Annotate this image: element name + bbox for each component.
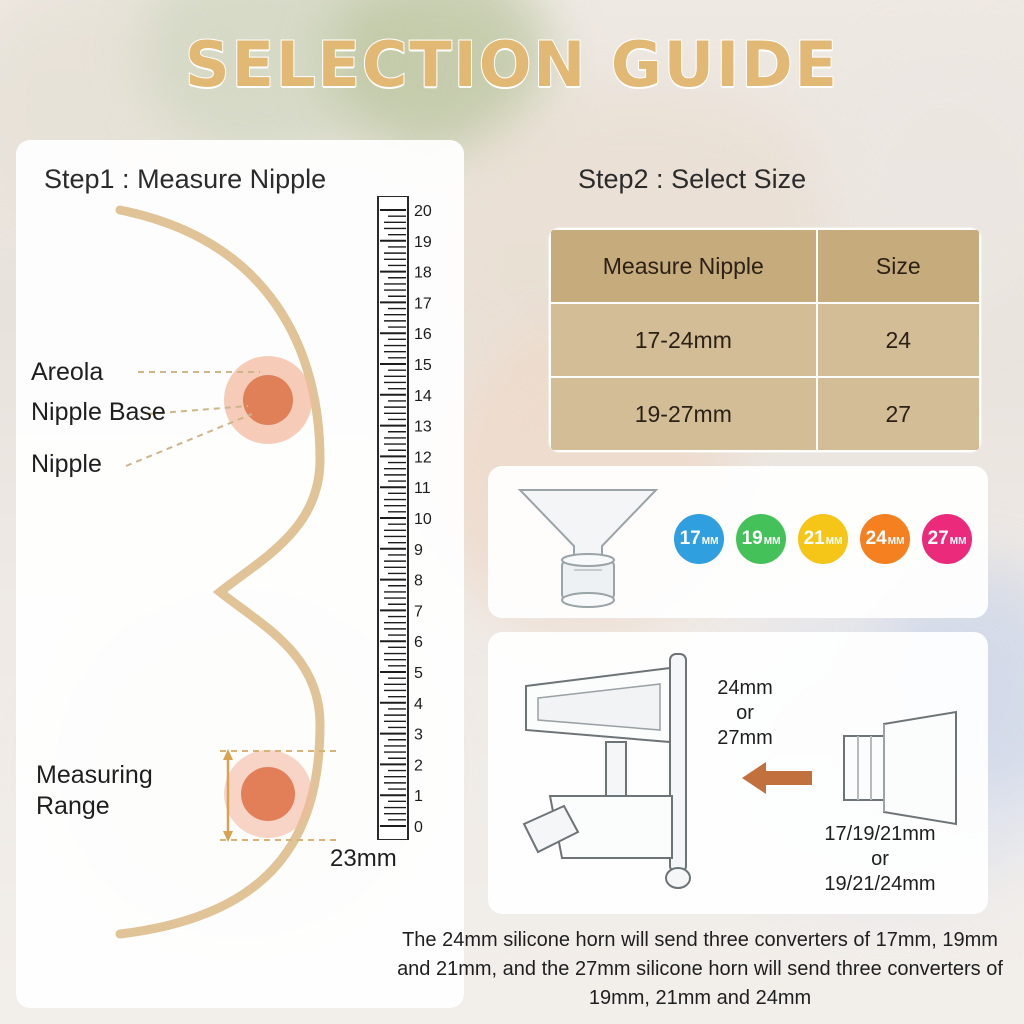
size-dot-21[interactable] [798,514,848,564]
size-dot-value: 27 [927,528,949,549]
annotation-nipple-base: Nipple Base [31,398,166,426]
table-row [550,377,980,451]
table-header-row [550,229,980,303]
size-dot-24[interactable] [860,514,910,564]
svg-text:8: 8 [414,572,423,590]
flange-size-line1: 24mm [717,677,773,699]
flange-size-line2: or [736,702,754,724]
svg-text:9: 9 [414,541,423,559]
size-dot-value: 21 [803,528,825,549]
header-measure-nipple: Measure Nipple [550,229,817,303]
annotation-measuring-range [36,760,153,823]
step2-label: Step2 : Select Size [578,164,807,194]
cell-range-2: 19-27mm [550,377,817,451]
size-dot-value: 24 [865,528,887,549]
cell-range-1: 17-24mm [550,303,817,377]
size-dot-unit: MM [887,536,905,547]
svg-text:13: 13 [414,418,432,436]
svg-text:15: 15 [414,357,432,374]
svg-text:18: 18 [414,264,432,282]
insert-size-line3: 19/21/24mm [824,873,936,895]
measuring-range-line2: Range [36,792,110,821]
svg-text:6: 6 [414,634,423,652]
svg-text:0: 0 [414,819,423,836]
svg-text:19: 19 [414,233,432,251]
svg-text:16: 16 [414,326,432,344]
funnel-sizes-panel [488,466,988,618]
annotation-nipple: Nipple [31,450,102,478]
svg-text:12: 12 [414,449,432,467]
size-dot-unit: MM [763,536,781,547]
flange-size-line3: 27mm [717,727,773,749]
left-arrow-icon [742,760,812,801]
size-dot-unit: MM [949,536,967,547]
header-size: Size [817,229,980,303]
insert-size-label [785,822,975,897]
size-dot-unit: MM [825,536,843,547]
cell-size-2: 27 [817,377,980,451]
size-dot-value: 19 [741,528,763,549]
size-dot-unit: MM [701,536,719,547]
step1-label: Step1 : Measure Nipple [44,164,327,194]
insert-size-line2: or [871,848,889,870]
svg-text:7: 7 [414,603,423,621]
svg-text:20: 20 [414,203,432,220]
svg-text:2: 2 [414,757,423,775]
size-dot-27[interactable] [922,514,972,564]
svg-text:4: 4 [414,695,423,713]
breast-outline-diagram [20,200,380,940]
measuring-range-line1: Measuring [36,761,153,789]
svg-text:3: 3 [414,726,423,744]
size-dot-value: 17 [679,528,701,549]
page-title: SELECTION GUIDE [184,28,840,101]
size-table [549,228,981,452]
ruler [370,196,454,840]
cell-size-1: 24 [817,303,980,377]
flange-size-label [690,676,800,751]
svg-text:11: 11 [414,480,431,498]
silicone-converter-icon [838,708,968,828]
footer-note: The 24mm silicone horn will send three converters of 17mm, 19mm and 21mm, and the 27mm silicone horn will send three converters of 19mm, 21mm and 24mm [397,929,1003,1009]
svg-text:10: 10 [414,511,432,528]
svg-text:5: 5 [414,665,423,682]
size-dot-19[interactable] [736,514,786,564]
svg-text:17: 17 [414,295,432,313]
svg-text:14: 14 [414,387,432,405]
silicone-horn-icon [498,474,678,614]
table-row [550,303,980,377]
insert-size-line1: 17/19/21mm [824,823,936,845]
annotation-areola: Areola [31,358,104,386]
measurement-value: 23mm [330,845,397,872]
size-dot-17[interactable] [674,514,724,564]
svg-text:1: 1 [414,788,423,806]
